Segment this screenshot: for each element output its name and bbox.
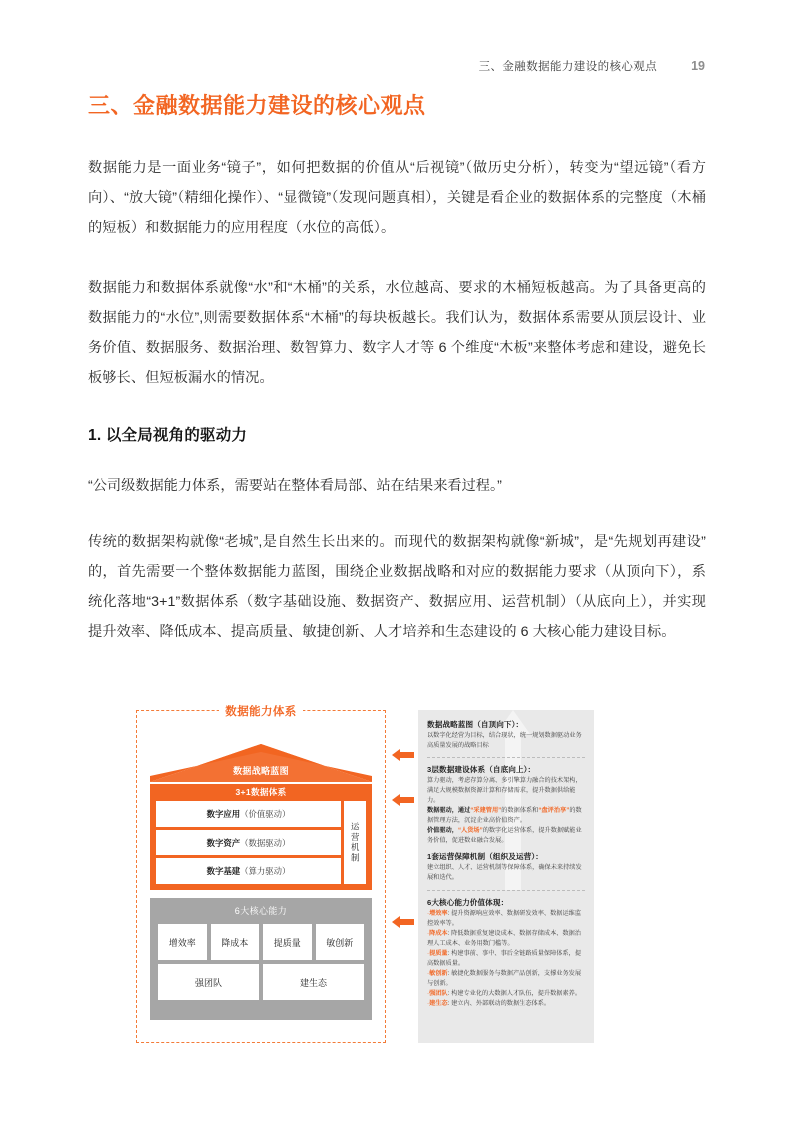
left-arrow-icon — [392, 793, 414, 807]
panel-body-blueprint: 以数字化经营为目标，结合现状，统一规划数据驱动业务高质量发展的战略目标 — [427, 732, 582, 750]
bullet-key-ecosystem: 建生态 — [429, 999, 448, 1007]
panel-heading-blueprint: 数据战略蓝图（自顶向下）： — [427, 720, 524, 729]
subsection-title: 1. 以全局视角的驱动力 — [88, 426, 248, 444]
paragraph-intro: 数据能力是一面业务“镜子”，如何把数据的价值从“后视镜”（做历史分析），转变为“望远镜”（看方向）、“放大镜”（精细化操作）、“显微镜”（发现问题真相），关键是看企业的数据体系的完整度（木桶的短板）和数据能力的应用程度（水位的高低）。 — [88, 159, 706, 236]
page-header — [0, 58, 793, 80]
bullet-text-innovation: 敏捷化数据服务与数据产品创新，支撑业务发展与创新。 — [427, 969, 582, 987]
header-title: 三、金融数据能力建设的核心观点 — [478, 61, 658, 73]
bullet-dot-icon: · — [427, 999, 430, 1007]
panel-bullet-efficiency: ·增效率: 提升资源响应效率、数据研发效率、数据运维监控效率等。 — [427, 909, 582, 927]
panel-heading-six-capabilities: 6大核心能力价值体现： — [427, 897, 509, 907]
panel-data-driven-suffix: 的数据管理方法，沉淀企业高价值资产。 — [427, 807, 582, 825]
orange-row-application-name: 数字应用 — [206, 808, 241, 819]
orange-rows — [156, 801, 341, 884]
panel-heading-three-layer: 3层数据建设体系（自底向上）： — [427, 765, 536, 775]
grey-core-capability-block — [150, 898, 372, 1020]
orange-row-asset-name: 数字资产 — [206, 837, 241, 848]
panel-body-value-driven — [427, 826, 585, 846]
grey-row-top — [158, 924, 364, 960]
pull-quote: “公司级数据能力体系，需要站在整体看局部、站在结果来看过程。” — [88, 477, 502, 494]
orange-block-inner — [156, 801, 366, 884]
capability-cell-innovation: 敏创新 — [316, 924, 365, 960]
panel-bullet-innovation: ·敏创新: 敏捷化数据服务与数据产品创新，支撑业务发展与创新。 — [427, 969, 582, 987]
capability-cell-team: 强团队 — [158, 964, 259, 1000]
panel-body-data-driven — [427, 806, 585, 826]
orange-row-application-driver: （价值驱动） — [240, 808, 291, 819]
panel-body-operations: 建立组织、人才、运营机制等保障体系，确保未来持续发展和迭代。 — [427, 864, 582, 882]
panel-divider-1 — [427, 757, 585, 758]
explanation-panel-content — [427, 719, 585, 1009]
orange-side-operations — [344, 801, 366, 884]
panel-heading-operations: 1套运营保障机制（组织及运营）： — [427, 852, 543, 862]
roof-shape — [150, 742, 372, 784]
page-number: 19 — [691, 59, 705, 73]
bullet-text-team: 构建专业化的大数据人才队伍，提升数据素养。 — [451, 989, 582, 997]
paragraph-architecture: 传统的数据架构就像“老城”,是自然生长出来的。而现代的数据架构就像“新城”，是“先规划再建设”的，首先需要一个整体数据能力蓝图，围绕企业数据战略和对应的数据能力要求（从顶向下），系统化落地“3+1”数据体系（数字基础设施、数据资产、数据应用、运营机制）（从底向上），并实现提升效率、降低成本、提高质量、敏捷创新、人才培养和生态建设的 6 大核心能力建设目标。 — [88, 533, 706, 640]
panel-value-driven-suffix: 的数字化运营体系，提升数据赋能业务价值，促进数业融合发展。 — [427, 827, 582, 845]
bullet-key-cost: 降成本 — [429, 929, 448, 937]
orange-side-label: 运营机制 — [350, 821, 361, 864]
page-title: 三、金融数据能力建设的核心观点 — [88, 93, 426, 118]
explanation-panel — [418, 710, 594, 1043]
capability-cell-ecosystem: 建生态 — [263, 964, 364, 1000]
bullet-dot-icon: · — [427, 949, 430, 957]
bullet-dot-icon: · — [427, 909, 430, 917]
panel-bullet-team: ·强团队: 构建专业化的大数据人才队伍，提升数据素养。 — [427, 989, 582, 997]
arrow-to-capabilities — [392, 915, 414, 929]
panel-bullet-quality: ·提质量: 构建事前、事中、事后全链路质量保障体系，提高数据质量。 — [427, 949, 582, 967]
panel-data-driven-mid: 的数据体系和 — [501, 807, 539, 815]
orange-block-title: 3+1数据体系 — [235, 787, 287, 797]
bullet-text-efficiency: 提升资源响应效率、数据研发效率、数据运维监控效率等。 — [427, 909, 582, 927]
orange-row-infrastructure — [156, 858, 341, 884]
paragraph-bucket-metaphor: 数据能力和数据体系就像“水”和“木桶”的关系，水位越高、要求的木桶短板越高。为了具备更高的数据能力的“水位”,则需要数据体系“木桶”的每块板越长。我们认为，数据体系需要从顶层设计、业务价值、数据服务、数据治理、数智算力、数字人才等 6 个维度“木板”来整体考虑和建设，避免长板够长、但短板漏水的情况。 — [88, 279, 706, 386]
bullet-dot-icon: · — [427, 929, 430, 937]
orange-row-asset-driver: （数据驱动） — [240, 837, 291, 848]
figure-data-capability-system — [0, 700, 793, 1060]
panel-data-driven-highlight-2: “盘评治享” — [538, 807, 570, 815]
panel-data-driven-highlight-1: “采建管用” — [470, 807, 502, 815]
bullet-key-efficiency: 增效率 — [429, 909, 448, 917]
bullet-text-quality: 构建事前、事中、事后全链路质量保障体系，提高数据质量。 — [427, 949, 582, 967]
panel-bullet-ecosystem: ·建生态: 建立内、外部联动的数据生态体系。 — [427, 999, 551, 1007]
figure-caption-label: 数据能力体系 — [219, 706, 302, 718]
bullet-text-cost: 降低数据重复建设成本、数据存储成本、数据治理人工成本、业务用数门槛等。 — [427, 929, 582, 947]
roof-triangle-icon — [150, 742, 372, 784]
orange-row-infrastructure-driver: （算力驱动） — [240, 866, 291, 877]
bullet-dot-icon: · — [427, 969, 430, 977]
bullet-key-team: 强团队 — [429, 989, 448, 997]
panel-divider-2 — [427, 890, 585, 891]
panel-body-compute-driven: 算力驱动，考虑存算分离、多引擎算力融合的技术架构，满足大规模数据资源计算和存储需求，提升数据供给能力。 — [427, 777, 582, 805]
left-arrow-icon — [392, 915, 414, 929]
orange-3plus1-block — [150, 784, 372, 890]
orange-row-asset — [156, 830, 341, 856]
panel-value-driven-prefix: 价值驱动， — [427, 827, 458, 835]
bullet-text-ecosystem: 建立内、外部联动的数据生态体系。 — [451, 999, 551, 1007]
grey-capability-grid — [158, 924, 364, 1000]
panel-value-driven-highlight: “人货场” — [457, 827, 483, 835]
orange-row-infrastructure-name: 数字基建 — [206, 866, 241, 877]
content-column — [88, 92, 706, 677]
arrow-to-blueprint — [392, 748, 414, 762]
bullet-key-innovation: 敏创新 — [429, 969, 448, 977]
panel-bullet-cost: ·降成本: 降低数据重复建设成本、数据存储成本、数据治理人工成本、业务用数门槛等。 — [427, 929, 582, 947]
figure-caption — [136, 702, 386, 720]
bullet-dot-icon: · — [427, 989, 430, 997]
grey-block-title: 6大核心能力 — [234, 906, 288, 916]
panel-data-driven-prefix: 数据驱动，通过 — [427, 807, 471, 815]
left-arrow-icon — [392, 748, 414, 762]
arrow-to-3plus1 — [392, 793, 414, 807]
bullet-key-quality: 提质量 — [429, 949, 448, 957]
capability-cell-efficiency: 增效率 — [158, 924, 207, 960]
capability-cell-quality: 提质量 — [263, 924, 312, 960]
orange-row-application — [156, 801, 341, 827]
grey-row-bottom — [158, 964, 364, 1000]
roof-label: 数据战略蓝图 — [233, 766, 289, 776]
capability-cell-cost: 降成本 — [211, 924, 260, 960]
